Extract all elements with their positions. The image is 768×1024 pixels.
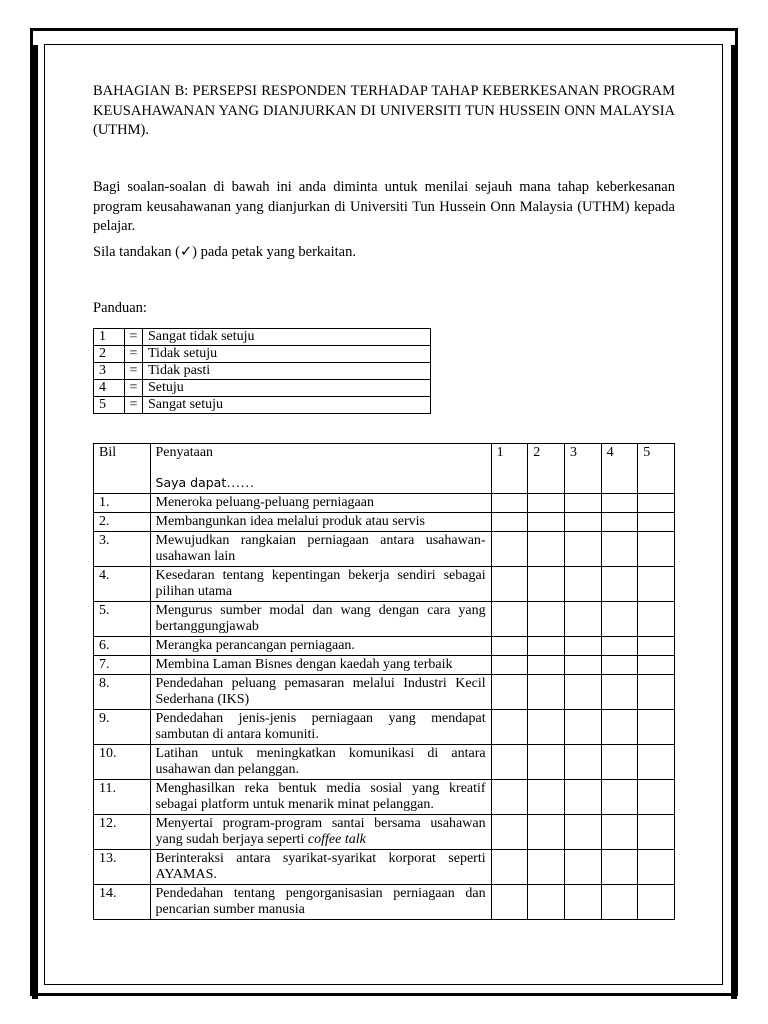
page-border-shadow-right <box>731 45 737 999</box>
item-statement: Kesedaran tentang kepentingan bekerja sendiri sebagai pilihan utama <box>150 567 491 602</box>
rating-checkbox-1[interactable] <box>491 710 528 745</box>
intro-paragraph: Bagi soalan-soalan di bawah ini anda diminta untuk menilai sejauh mana tahap keberkesanan program keusahawanan yang dianjurkan di Universiti Tun Hussein Onn Malaysia (UTHM) kepada pelajar. <box>93 179 675 234</box>
rating-checkbox-4[interactable] <box>601 710 638 745</box>
survey-header-row <box>94 444 675 494</box>
rating-checkbox-2[interactable] <box>528 567 565 602</box>
rating-checkbox-4[interactable] <box>601 494 638 513</box>
survey-row <box>94 780 675 815</box>
item-statement: Latihan untuk meningkatkan komunikasi di antara usahawan dan pelanggan. <box>150 745 491 780</box>
rating-checkbox-3[interactable] <box>564 710 601 745</box>
item-number: 3. <box>94 532 151 567</box>
guide-label-text: Sangat setuju <box>143 397 431 414</box>
rating-checkbox-4[interactable] <box>601 513 638 532</box>
rating-checkbox-3[interactable] <box>564 850 601 885</box>
rating-checkbox-4[interactable] <box>601 602 638 637</box>
statement-header-label: Penyataan <box>155 445 214 460</box>
rating-checkbox-5[interactable] <box>638 745 675 780</box>
guide-label-text: Setuju <box>143 380 431 397</box>
rating-checkbox-1[interactable] <box>491 815 528 850</box>
rating-checkbox-2[interactable] <box>528 656 565 675</box>
rating-checkbox-1[interactable] <box>491 494 528 513</box>
guide-equals: = <box>125 397 143 414</box>
rating-checkbox-3[interactable] <box>564 532 601 567</box>
rating-checkbox-1[interactable] <box>491 675 528 710</box>
rating-checkbox-2[interactable] <box>528 710 565 745</box>
item-number: 1. <box>94 494 151 513</box>
column-header-rating-4: 4 <box>601 444 638 494</box>
rating-checkbox-2[interactable] <box>528 850 565 885</box>
rating-checkbox-5[interactable] <box>638 637 675 656</box>
rating-checkbox-3[interactable] <box>564 745 601 780</box>
rating-checkbox-3[interactable] <box>564 780 601 815</box>
item-number: 6. <box>94 637 151 656</box>
guide-row <box>94 346 431 363</box>
rating-checkbox-2[interactable] <box>528 780 565 815</box>
column-header-rating-5: 5 <box>638 444 675 494</box>
item-number: 14. <box>94 885 151 920</box>
rating-checkbox-5[interactable] <box>638 710 675 745</box>
survey-row <box>94 532 675 567</box>
rating-checkbox-4[interactable] <box>601 850 638 885</box>
guide-label-text: Tidak setuju <box>143 346 431 363</box>
item-statement: Merangka perancangan perniagaan. <box>150 637 491 656</box>
rating-checkbox-4[interactable] <box>601 637 638 656</box>
rating-checkbox-3[interactable] <box>564 815 601 850</box>
guide-number: 2 <box>94 346 125 363</box>
rating-checkbox-1[interactable] <box>491 780 528 815</box>
rating-checkbox-5[interactable] <box>638 885 675 920</box>
guide-label-text: Tidak pasti <box>143 363 431 380</box>
survey-row <box>94 710 675 745</box>
rating-checkbox-4[interactable] <box>601 745 638 780</box>
rating-checkbox-3[interactable] <box>564 885 601 920</box>
item-number: 9. <box>94 710 151 745</box>
rating-checkbox-3[interactable] <box>564 637 601 656</box>
rating-checkbox-3[interactable] <box>564 675 601 710</box>
survey-row <box>94 513 675 532</box>
rating-checkbox-1[interactable] <box>491 656 528 675</box>
item-statement: Membangunkan idea melalui produk atau servis <box>150 513 491 532</box>
rating-checkbox-2[interactable] <box>528 885 565 920</box>
guide-row <box>94 363 431 380</box>
rating-checkbox-2[interactable] <box>528 602 565 637</box>
survey-row <box>94 850 675 885</box>
rating-checkbox-4[interactable] <box>601 780 638 815</box>
rating-checkbox-2[interactable] <box>528 675 565 710</box>
page-border-shadow-left <box>32 45 38 999</box>
statement-subheader: Saya dapat…… <box>155 475 255 491</box>
rating-checkbox-1[interactable] <box>491 602 528 637</box>
item-statement: Pendedahan jenis-jenis perniagaan yang mendapat sambutan di antara komuniti. <box>150 710 491 745</box>
guide-equals: = <box>125 363 143 380</box>
guide-row <box>94 329 431 346</box>
rating-checkbox-4[interactable] <box>601 885 638 920</box>
rating-checkbox-3[interactable] <box>564 567 601 602</box>
survey-row <box>94 637 675 656</box>
rating-checkbox-5[interactable] <box>638 494 675 513</box>
rating-checkbox-5[interactable] <box>638 656 675 675</box>
rating-checkbox-1[interactable] <box>491 513 528 532</box>
rating-checkbox-2[interactable] <box>528 494 565 513</box>
guide-row <box>94 397 431 414</box>
rating-checkbox-5[interactable] <box>638 513 675 532</box>
rating-checkbox-5[interactable] <box>638 850 675 885</box>
rating-checkbox-4[interactable] <box>601 567 638 602</box>
item-statement: Membina Laman Bisnes dengan kaedah yang terbaik <box>150 656 491 675</box>
survey-row <box>94 745 675 780</box>
rating-checkbox-4[interactable] <box>601 815 638 850</box>
item-number: 5. <box>94 602 151 637</box>
instruction-text: Sila tandakan (✓) pada petak yang berkaitan. <box>93 244 356 260</box>
survey-table <box>93 443 675 920</box>
item-statement: Berinteraksi antara syarikat-syarikat korporat seperti AYAMAS. <box>150 850 491 885</box>
rating-checkbox-3[interactable] <box>564 513 601 532</box>
guide-number: 4 <box>94 380 125 397</box>
item-number: 10. <box>94 745 151 780</box>
rating-checkbox-2[interactable] <box>528 815 565 850</box>
guide-row <box>94 380 431 397</box>
item-number: 11. <box>94 780 151 815</box>
section-heading: BAHAGIAN B: PERSEPSI RESPONDEN TERHADAP TAHAP KEBERKESANAN PROGRAM KEUSAHAWANAN YANG DIANJURKAN DI UNIVERSITI TUN HUSSEIN ONN MALAYSIA (UTHM). <box>93 83 675 138</box>
guide-number: 1 <box>94 329 125 346</box>
rating-checkbox-5[interactable] <box>638 602 675 637</box>
rating-checkbox-1[interactable] <box>491 637 528 656</box>
item-number: 4. <box>94 567 151 602</box>
italic-term: coffee talk <box>307 832 366 847</box>
item-statement: Menghasilkan reka bentuk media sosial yang kreatif sebagai platform untuk menarik minat pelanggan. <box>150 780 491 815</box>
column-header-rating-3: 3 <box>564 444 601 494</box>
guide-number: 5 <box>94 397 125 414</box>
rating-checkbox-2[interactable] <box>528 513 565 532</box>
guide-equals: = <box>125 380 143 397</box>
column-header-rating-1: 1 <box>491 444 528 494</box>
rating-checkbox-5[interactable] <box>638 815 675 850</box>
rating-checkbox-2[interactable] <box>528 637 565 656</box>
survey-row <box>94 675 675 710</box>
rating-checkbox-5[interactable] <box>638 532 675 567</box>
column-header-rating-2: 2 <box>528 444 565 494</box>
rating-checkbox-4[interactable] <box>601 675 638 710</box>
guide-label: Panduan: <box>93 300 147 316</box>
rating-checkbox-1[interactable] <box>491 885 528 920</box>
item-statement: Menyertai program-program santai bersama usahawan yang sudah berjaya seperti coffee talk <box>150 815 491 850</box>
item-number: 7. <box>94 656 151 675</box>
item-number: 13. <box>94 850 151 885</box>
item-statement: Pendedahan tentang pengorganisasian perniagaan dan pencarian sumber manusia <box>150 885 491 920</box>
item-number: 12. <box>94 815 151 850</box>
guide-number: 3 <box>94 363 125 380</box>
survey-row <box>94 656 675 675</box>
column-header-bil: Bil <box>94 444 151 494</box>
column-header-statement <box>150 444 491 494</box>
rating-checkbox-1[interactable] <box>491 567 528 602</box>
survey-row <box>94 494 675 513</box>
survey-row <box>94 567 675 602</box>
item-number: 8. <box>94 675 151 710</box>
rating-checkbox-5[interactable] <box>638 780 675 815</box>
rating-checkbox-1[interactable] <box>491 532 528 567</box>
rating-checkbox-3[interactable] <box>564 656 601 675</box>
guide-label-text: Sangat tidak setuju <box>143 329 431 346</box>
rating-checkbox-1[interactable] <box>491 745 528 780</box>
rating-checkbox-5[interactable] <box>638 567 675 602</box>
item-number: 2. <box>94 513 151 532</box>
survey-row <box>94 815 675 850</box>
document-content <box>93 82 675 917</box>
item-statement: Mengurus sumber modal dan wang dengan cara yang bertanggungjawab <box>150 602 491 637</box>
rating-checkbox-4[interactable] <box>601 532 638 567</box>
rating-checkbox-5[interactable] <box>638 675 675 710</box>
rating-checkbox-2[interactable] <box>528 745 565 780</box>
rating-checkbox-1[interactable] <box>491 850 528 885</box>
rating-checkbox-3[interactable] <box>564 494 601 513</box>
item-statement: Pendedahan peluang pemasaran melalui Industri Kecil Sederhana (IKS) <box>150 675 491 710</box>
survey-row <box>94 602 675 637</box>
guide-equals: = <box>125 329 143 346</box>
item-statement: Meneroka peluang-peluang perniagaan <box>150 494 491 513</box>
item-statement: Mewujudkan rangkaian perniagaan antara usahawan-usahawan lain <box>150 532 491 567</box>
survey-row <box>94 885 675 920</box>
rating-checkbox-3[interactable] <box>564 602 601 637</box>
rating-checkbox-4[interactable] <box>601 656 638 675</box>
rating-guide-table <box>93 328 431 414</box>
guide-equals: = <box>125 346 143 363</box>
rating-checkbox-2[interactable] <box>528 532 565 567</box>
